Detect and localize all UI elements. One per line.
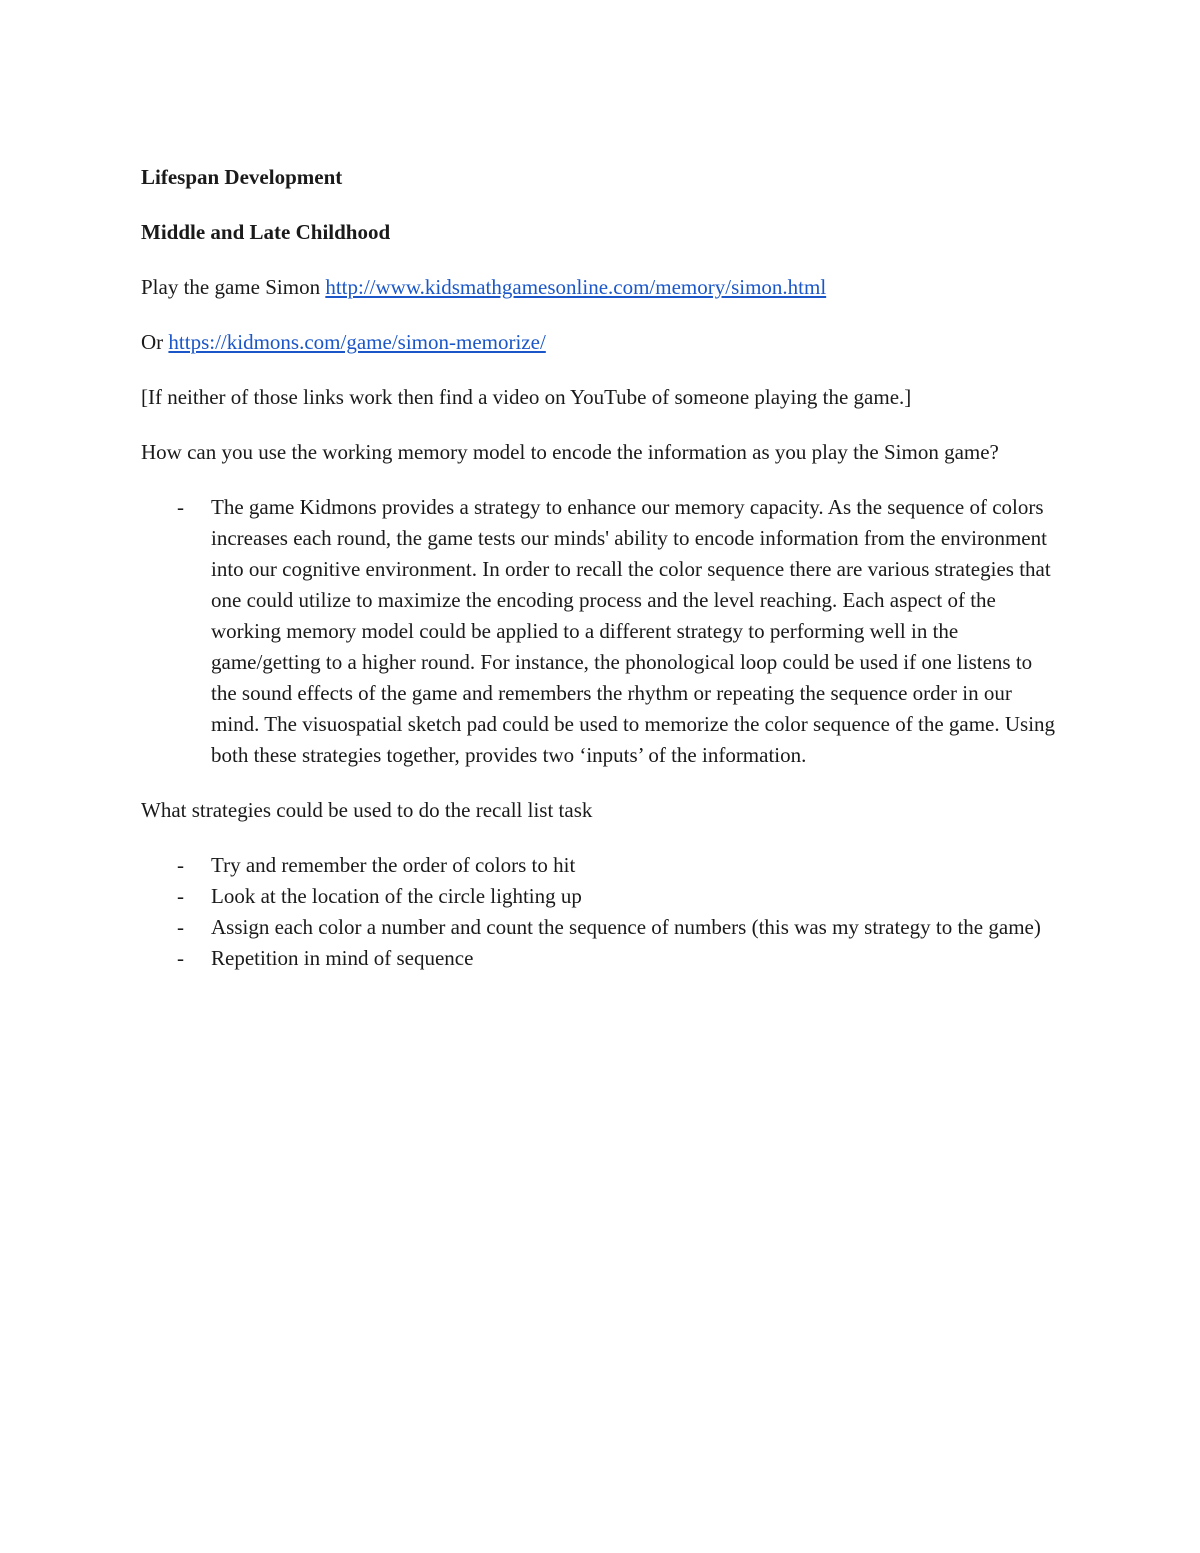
document-subtitle: Middle and Late Childhood	[141, 220, 391, 244]
list-item-text: The game Kidmons provides a strategy to enhance our memory capacity. As the sequence of colors increases each round, the game tests our minds' ability to encode information from the environment into our cognitive environment. In order to recall the color sequence there are various strategies that one could utilize to maximize the encoding process and the level reaching. Each aspect of the working memory model could be applied to a different strategy to performing well in the game/getting to a higher round. For instance, the phonological loop could be used if one listens to the sound effects of the game and remembers the rhythm or repeating the sequence order in our mind. The visuospatial sketch pad could be used to memorize the color sequence of the game. Using both these strategies together, provides two ‘inputs’ of the information.	[211, 495, 1056, 767]
kidmons-game-link[interactable]: https://kidmons.com/game/simon-memorize/	[168, 330, 546, 354]
fallback-note: [If neither of those links work then find a video on YouTube of someone playing the game.]	[141, 385, 912, 409]
recall-strategies-list	[141, 850, 1061, 974]
list-item-text: Try and remember the order of colors to hit	[211, 853, 576, 877]
bullet-dash: -	[177, 946, 184, 970]
question-working-memory: How can you use the working memory model to encode the information as you play the Simon game?	[141, 440, 999, 464]
simon-game-link[interactable]: http://www.kidsmathgamesonline.com/memory/simon.html	[325, 275, 827, 299]
play-prefix: Play the game Simon	[141, 275, 326, 299]
question-recall-strategies: What strategies could be used to do the recall list task	[141, 798, 593, 822]
or-prefix: Or	[141, 330, 169, 354]
bullet-dash: -	[177, 915, 184, 939]
list-item	[141, 492, 1061, 771]
list-item	[141, 943, 1061, 974]
list-item-text: Repetition in mind of sequence	[211, 946, 474, 970]
list-item	[141, 850, 1061, 881]
document-title: Lifespan Development	[141, 165, 343, 189]
play-instruction	[141, 272, 1061, 303]
list-item	[141, 912, 1061, 943]
alternate-instruction	[141, 327, 1061, 358]
list-item	[141, 881, 1061, 912]
list-item-text: Look at the location of the circle lighting up	[211, 884, 582, 908]
answer-working-memory-list	[141, 492, 1061, 771]
bullet-dash: -	[177, 495, 184, 519]
bullet-dash: -	[177, 853, 184, 877]
bullet-dash: -	[177, 884, 184, 908]
document-page	[141, 162, 1061, 998]
list-item-text: Assign each color a number and count the sequence of numbers (this was my strategy to the game)	[211, 915, 1041, 939]
